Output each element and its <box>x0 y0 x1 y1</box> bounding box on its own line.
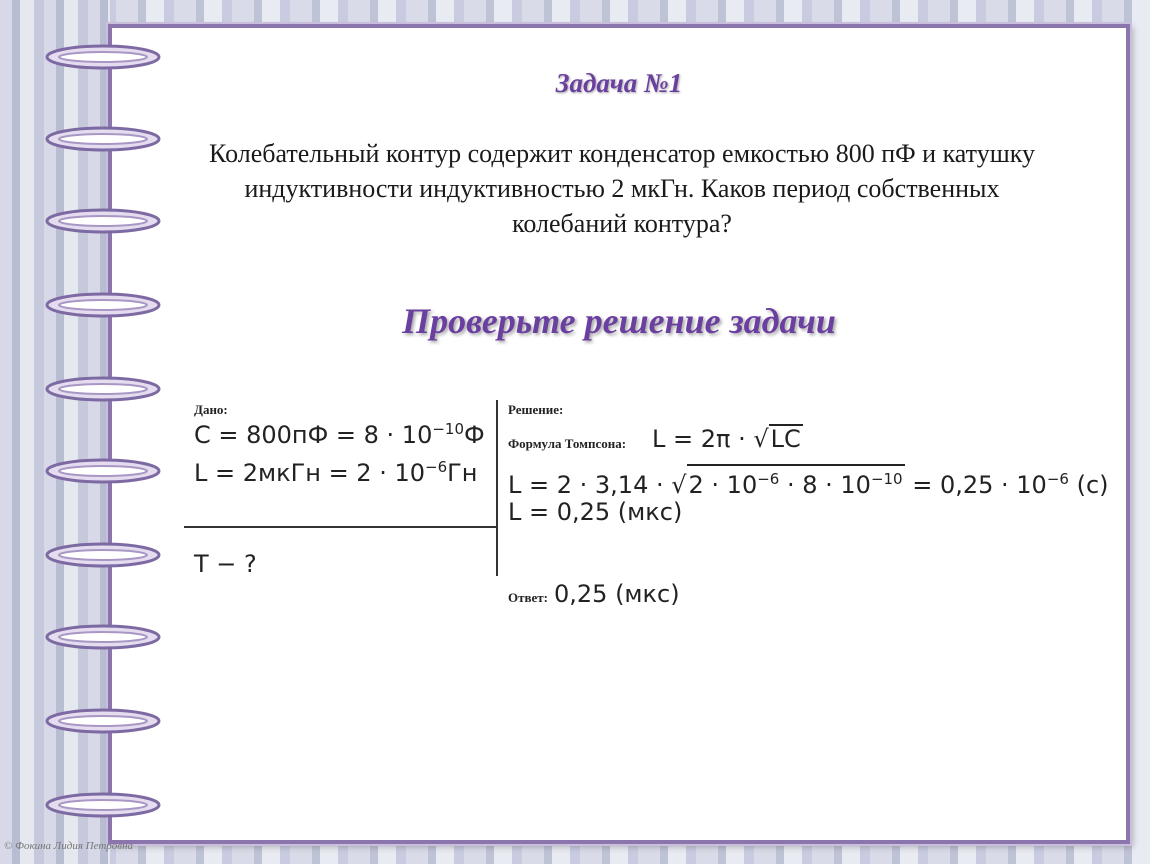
given-label: Дано: <box>194 402 228 417</box>
answer-value: 0,25 (мкс) <box>554 580 680 608</box>
binder-ring-icon <box>44 790 162 820</box>
binder-ring-icon <box>44 456 162 486</box>
binder-ring-icon <box>44 622 162 652</box>
given-divider <box>184 526 498 528</box>
binder-ring-icon <box>44 374 162 404</box>
slide-page <box>108 24 1130 844</box>
slide-title: Задача №1 <box>555 68 683 98</box>
calculation-line: $L = 2 \cdot 3,14 \cdot √2 \cdot 10^{-6} \cdot 8 \cdot 10^{-10} = 0,25 \cdot 10^{-6}$ (с) <box>508 464 1109 499</box>
result-line: L = 0,25 (мкс) <box>508 498 683 526</box>
copyright-signature: © Фокина Лидия Петровна <box>4 840 134 852</box>
solution-divider <box>496 400 498 576</box>
binder-ring-icon <box>44 540 162 570</box>
given-inductance: L = 2мкГн = $2 \cdot 10^{-6}Гн$ <box>194 458 478 487</box>
find-period: T − ? <box>194 550 257 578</box>
binder-ring-icon <box>44 290 162 320</box>
formula-label: Формула Томпсона: <box>508 436 627 451</box>
binder-ring-icon <box>44 42 162 72</box>
binder-ring-icon <box>44 706 162 736</box>
answer-label: Ответ: <box>508 590 549 605</box>
check-solution-heading: Проверьте решение задачи <box>402 301 836 341</box>
problem-text: Колебательный контур содержит конденсатор емкостью 800 пФ и катушку индуктивности индуктивностью 2 мкГн. Каков период собственных колебаний контура? <box>209 139 1035 238</box>
thomson-formula: L = 2π · √LC <box>652 425 801 453</box>
binder-ring-icon <box>44 206 162 236</box>
solution-label: Решение: <box>508 402 564 417</box>
binder-ring-icon <box>44 124 162 154</box>
given-capacitance: $C = 800пФ = 8 \cdot 10^{-10}Ф$ <box>194 420 485 449</box>
